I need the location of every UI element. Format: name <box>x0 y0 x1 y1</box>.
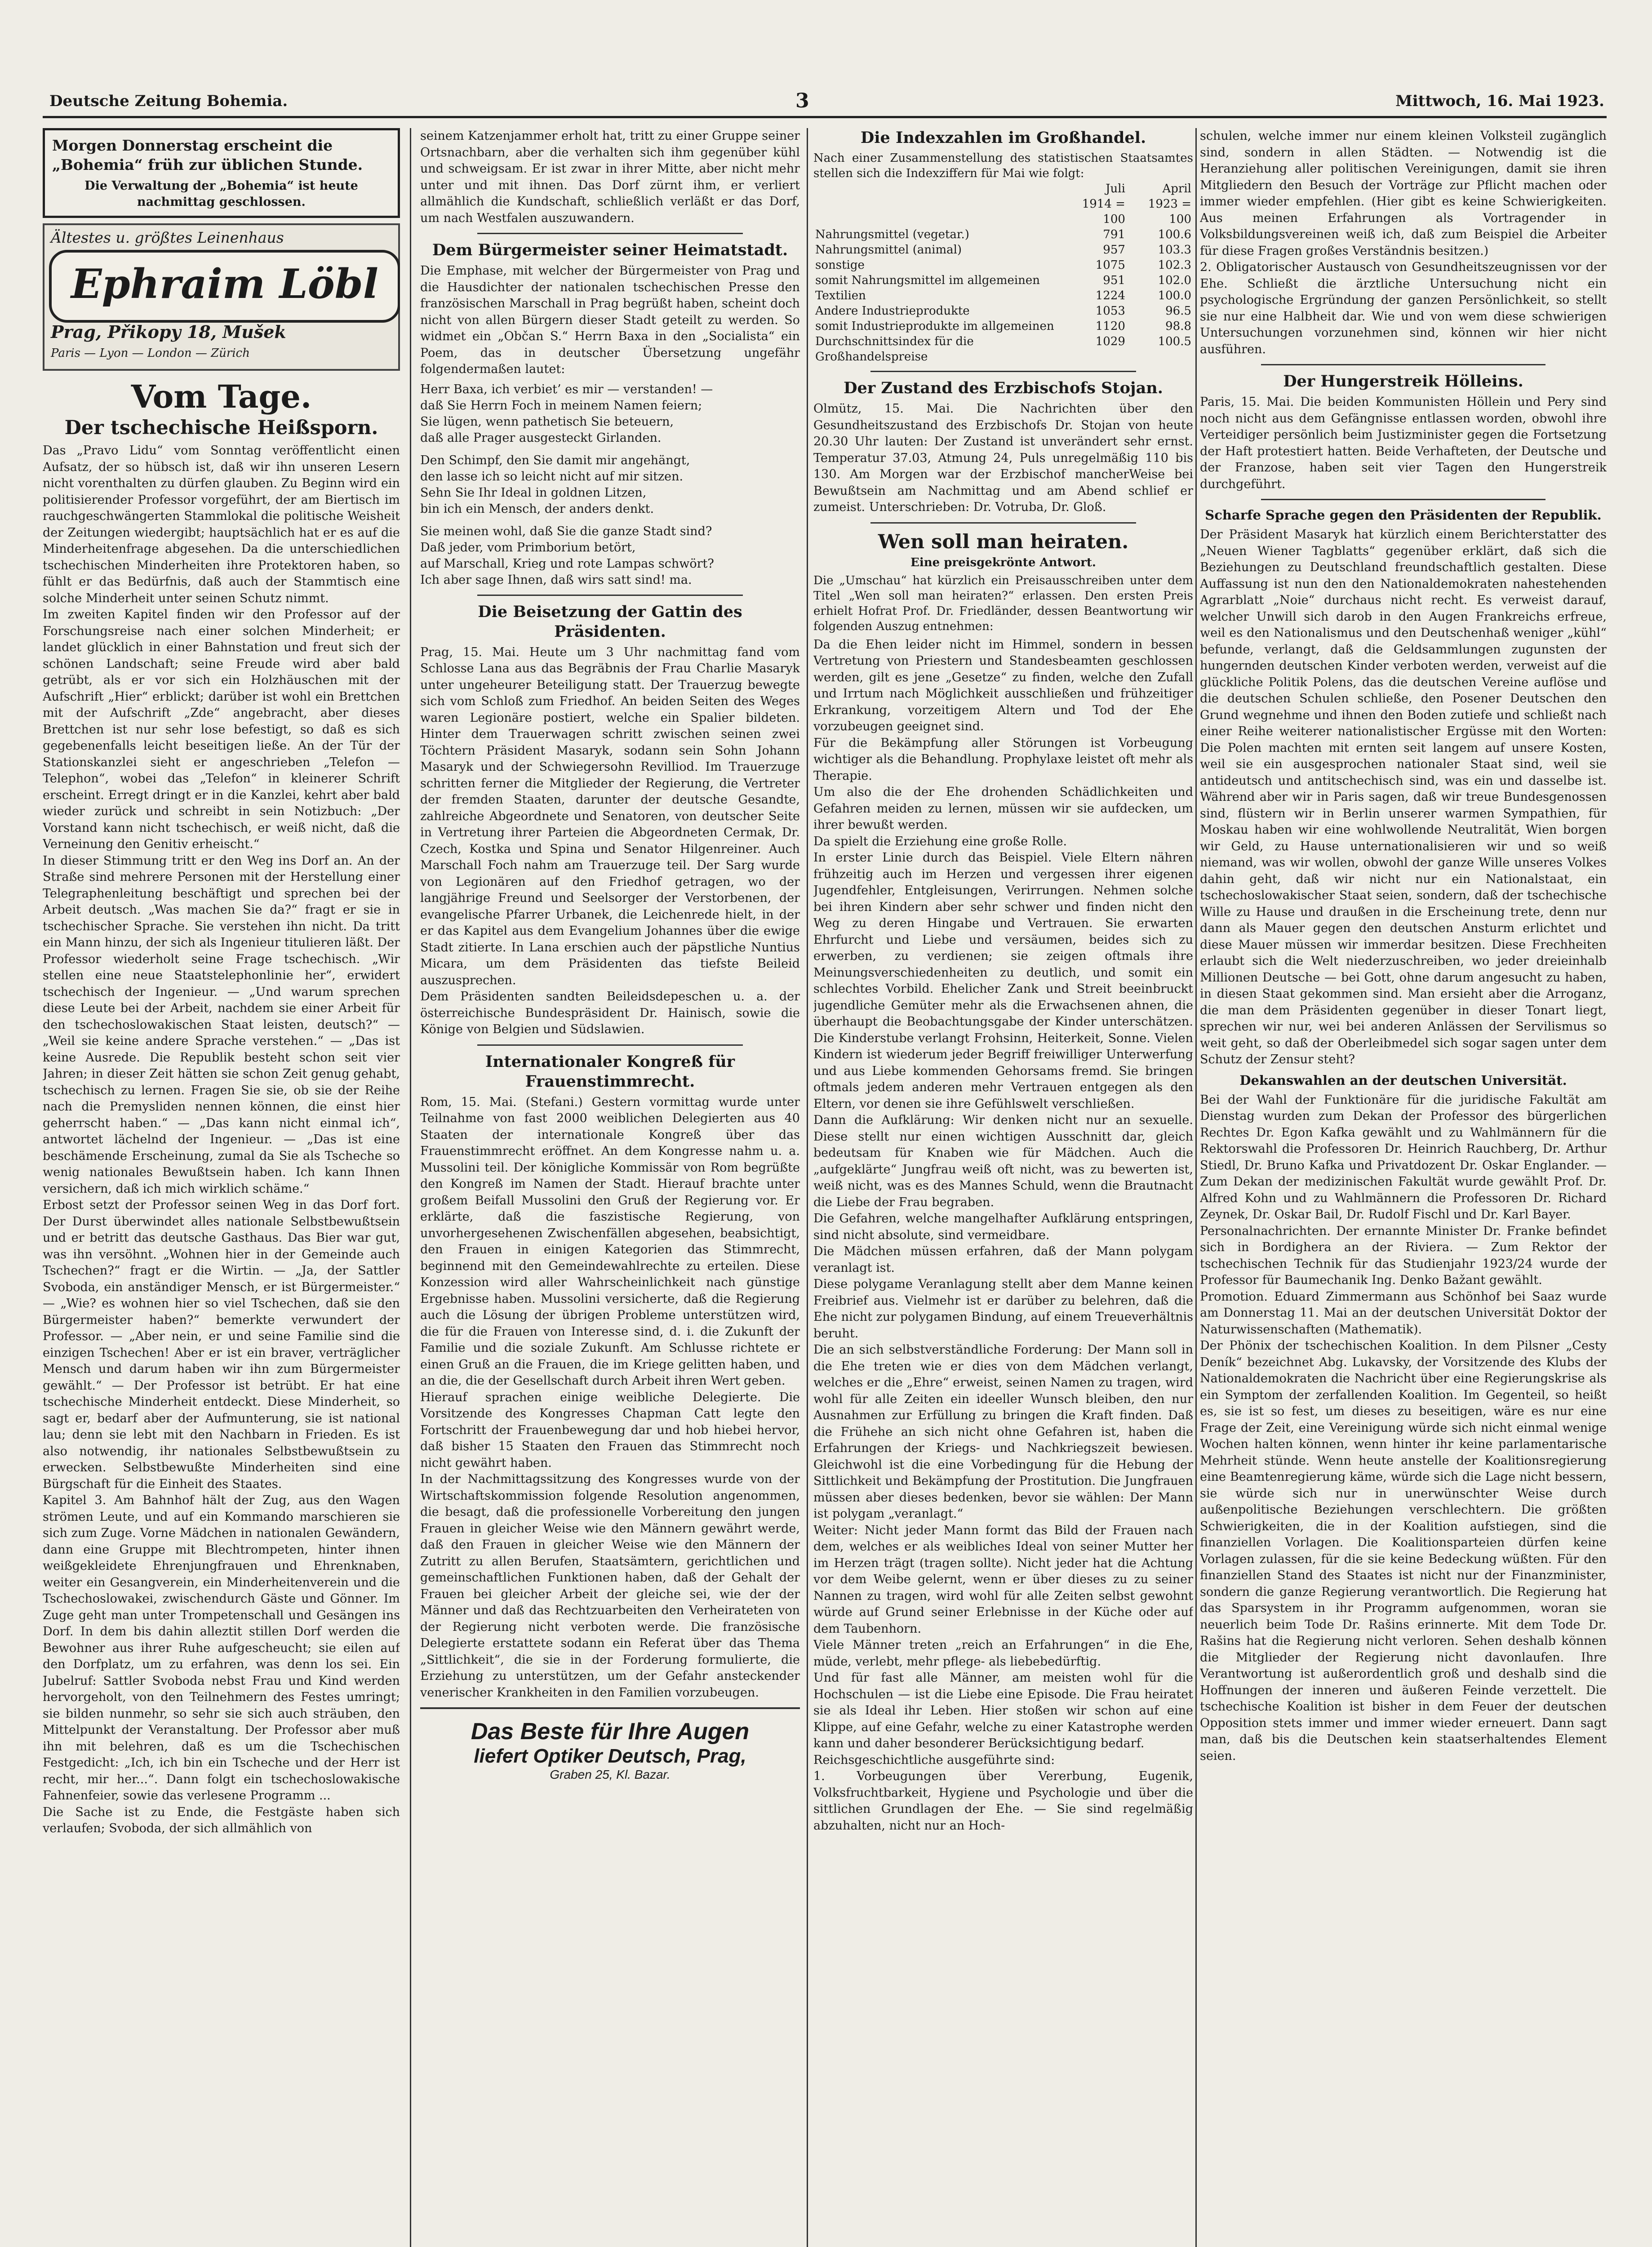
article-headline: Der tschechische Heißsporn. <box>64 417 378 439</box>
article-headline: Der Zustand des Erzbischofs Stojan. <box>844 379 1163 397</box>
ad-company: liefert Optiker Deutsch, Prag, <box>474 1745 746 1767</box>
row-label: somit Industrieprodukte im allgemeinen <box>815 320 1054 333</box>
page-number: 3 <box>795 89 809 112</box>
article-paragraph: Um also die der Ehe drohenden Schädlichkeiten und Gefahren meiden zu lernen, müssen wir sie aufdecken, um ihrer bewußt werden. <box>813 785 1193 832</box>
row-value: 957 <box>1103 243 1125 257</box>
article-paragraph: Für die Bekämpfung aller Störungen ist Vorbeugung wichtiger als die Behandlung. Prophylaxe leistet oft mehr als Therapie. <box>813 736 1193 783</box>
article-paragraph: Prag, 15. Mai. Heute um 3 Uhr nachmittag fand vom Schlosse Lana aus das Begräbnis der Frau Charlie Masaryk unter ungeheurer Beteiligung statt. Der Trauerzug bewegte sich vom Schloß zum Friedhof. An beiden Seiten des Weges waren Legionäre postiert, welche ein Spalier bildeten. Hinter dem Trauerwagen schritt zwischen seinen zwei Töchtern Präsident Masaryk, sodann sein Sohn Johann Masaryk und der Schwiegersohn Revilliod. Im Trauerzuge schritten ferner die Mitglieder der Regierung, die Vertreter der fremden Staaten, darunter der deutsche Gesandte, zahlreiche Abgeordnete und Senatoren, von deutscher Seite in Vertretung ihrer Parteien die Abgeordneten Cermak, Dr. Czech, Kostka und Spina und Senator Hilgenreiner. Auch Marschall Foch nahm am Trauerzuge teil. Der Sarg wurde von Legionären auf den Friedhof getragen, wo der langjährige Freund und Seelsorger der Verstorbenen, der evangelische Pfarrer Urbanek, die Leichenrede hielt, in der er das Kapitel aus dem Evangelium Johannes über die ewige Stadt zitierte. In Lana erschien auch der päpstliche Nuntius Micara, um dem Präsidenten das tiefste Beileid auszusprechen. <box>420 645 800 987</box>
row-value: 1075 <box>1095 258 1125 272</box>
article-headline: Die Indexzahlen im Großhandel. <box>860 129 1146 147</box>
table-row <box>813 288 1193 303</box>
row-label: Textilien <box>815 289 866 302</box>
table-row <box>813 303 1193 319</box>
row-label: Durchschnittsindex für die Großhandelspreise <box>815 335 974 364</box>
row-value: 100.5 <box>1158 335 1191 348</box>
section-title: Vom Tage. <box>131 378 312 415</box>
article-headline: Dem Bürgermeister seiner Heimatstadt. <box>432 241 788 259</box>
column-3 <box>813 128 1193 2247</box>
table-row <box>813 273 1193 288</box>
article-paragraph: Der Phönix der tschechischen Koalition. In dem Pilsner „Cesty Deník“ bezeichnet Abg. Lukavsky, der Vorsitzende des Klubs der Nationaldemokraten die Nachricht über eine Regierungskrise als ein Symptom der zerfallenden Koalition. Im Gegenteil, so heißt es, sie ist so fest, um dieses zu beseitigen, wäre es nur eine Frage der Zeit, eine Vereinigung würde sich nicht einmal wenige Wochen halten können, wenn hinter ihr keine parlamentarische Mehrheit stünde. Wenn heute anstelle der Koalitionsregierung eine Beamtenregierung käme, würde sich die Lage nicht bessern, sie würde sich nur in unerwünschter Weise durch außenpolitische Beziehungen verschlechtern. Die größten Schwierigkeiten, die in der Koalition aufstiegen, sind die finanziellen Vorlagen. Die Koalitionsparteien dürfen keine Vorlagen zulassen, für die sie keine Bedeckung wüßten. Für den finanziellen Stand des Staates ist nicht nur der Finanzminister, sondern die ganze Regierung verantwortlich. Die Regierung hat das Sparsystem in ihr Programm aufgenommen, woran sie neuerlich beim Tode Dr. Rašins erinnerte. Mit dem Tode Dr. Rašins hat die Regierung nicht verloren. Sehen deshalb können die Mitglieder der Regierung nicht davonlaufen. Ihre Verantwortung ist außerordentlich groß und deshalb sind die Hoffnungen der inneren und äußeren Feinde verzettelt. Die tschechische Koalition ist bisher in dem Feuer der deutschen Opposition stets immer und immer wieder erneuert. Dann sagt man, daß bis die Deutschen kein staatserhaltendes Element seien. <box>1200 1339 1607 1763</box>
row-value: 102.0 <box>1158 274 1191 287</box>
ad-address: Graben 25, Kl. Bazar. <box>550 1767 671 1781</box>
poem-line: daß Sie Herrn Foch in meinem Namen feiern; <box>420 398 702 413</box>
notice-body: Die Verwaltung der „Bohemia“ ist heute nachmittag geschlossen. <box>84 179 358 209</box>
column-1 <box>43 128 400 2247</box>
table-row <box>813 319 1193 334</box>
article-headline: Der Hungerstreik Hölleins. <box>1283 372 1523 391</box>
row-value: 791 <box>1103 228 1125 241</box>
article-separator <box>870 522 1137 524</box>
article-paragraph: Promotion. Eduard Zimmermann aus Schönhof bei Saaz wurde am Donnerstag 11. Mai an der deutschen Universität Doktor der Naturwissenschaften (Mathematik). <box>1200 1289 1607 1337</box>
poem-line: Sie meinen wohl, daß Sie die ganze Stadt sind? <box>420 524 712 538</box>
article-intro: Die „Umschau“ hat kürzlich ein Preisausschreiben unter dem Titel „Wen soll man heiraten?“ erlassen. Den ersten Preis erhielt Hofrat Prof. Dr. Friedländer, dessen Beantwortung wir folgenden Auszug entnehmen: <box>813 573 1193 633</box>
article-paragraph: Das „Pravo Lidu“ vom Sonntag veröffentlicht einen Aufsatz, der so hübsch ist, daß wir ihn unseren Lesern nicht vorenthalten zu dürfen glauben. Zu Beginn wird ein politisierender Professor vorgeführt, der am Biertisch im rauchgeschwängerten Stammlokal die politische Weisheit der Zeitungen wiedergibt; hauptsächlich hat er es auf die Minderheitenfrage abgesehen. Da die unterschiedlichen tschechischen Minderheiten ihre Protektoren haben, so fühlt er das Bedürfnis, daß auch der Stammtisch eine solche Minderheit unter seinen Schutz nimmt. <box>43 444 400 605</box>
column-header: 1923 = 100 <box>1148 197 1191 226</box>
notice-box <box>43 128 400 218</box>
article-paragraph: schulen, welche immer nur einem kleinen Volksteil zugänglich sind, sondern in allen Städten. — Notwendig ist die Heranziehung aller politischen Vereinigungen, damit sie ihren Mitgliedern den Besuch der Vorträge zur Pflicht machen oder immer wieder empfehlen. (Hier gibt es keine Schwierigkeiten. Aus meinen Erfahrungen als Vortragender in Volksbildungsvereinen weiß ich, daß zum Beispiel die Arbeiter für diese Fragen großes Verständnis besitzen.) <box>1200 129 1607 258</box>
article-subtitle: Eine preisgekrönte Antwort. <box>910 555 1096 569</box>
poem-line: Sehn Sie Ihr Ideal in goldnen Litzen, <box>420 485 647 500</box>
poem-line: Den Schimpf, den Sie damit mir angehängt, <box>420 453 690 467</box>
ad-address: Prag, Přikopy 18, Mušek <box>51 322 286 342</box>
article-paragraph: Nach einer Zusammenstellung des statistischen Staatsamtes stellen sich die Indexziffern für Mai wie folgt: <box>813 151 1193 180</box>
poem-line: Herr Baxa, ich verbiet’ es mir — verstanden! — <box>420 382 713 396</box>
page-header <box>49 89 1604 113</box>
poem-line: Daß jeder, vom Primborium betört, <box>420 540 636 555</box>
poem-line: den lasse ich so leicht nicht auf mir sitzen. <box>420 469 684 484</box>
table-row <box>813 242 1193 258</box>
row-value: 1224 <box>1095 289 1125 302</box>
article-paragraph: Die Mädchen müssen erfahren, daß der Mann polygam veranlagt ist. <box>813 1244 1193 1275</box>
row-value: 100.6 <box>1158 228 1191 241</box>
ad-headline: Das Beste für Ihre Augen <box>471 1719 750 1745</box>
article-paragraph: In der Nachmittagssitzung des Kongresses wurde von der Wirtschaftskommission folgende Resolution angenommen, die besagt, daß die professionelle Vorbereitung den jungen Frauen in gleicher Weise wie den Männern gewährt werde, daß den Frauen in gleicher Weise wie den Männern der Zutritt zu allen Berufen, Staatsämtern, gerichtlichen und gemeinschaftlichen Funktionen haben, daß der Gehalt der Frauen bei gleicher Arbeit der gleiche sei, wie der der Männer und daß das Rechtzuarbeiten den Verheirateten von der Regierung nicht verboten werde. Die französische Delegierte erstattete sodann ein Referat über das Thema „Sittlichkeit“, die sie in der Forderung formulierte, die Erziehung zu unterstützen, um der Gefahr ansteckender venerischer Krankheiten in den Familien vorzubeugen. <box>420 1472 800 1700</box>
table-header <box>813 196 1193 227</box>
article-paragraph: Im zweiten Kapitel finden wir den Professor auf der Forschungsreise nach einer solchen Minderheit; er landet glücklich in einer Bahnstation und freut sich der schönen Landschaft; seine Freude wird aber bald getrübt, als er vor sich ein Holzhäuschen mit der Aufschrift „Hier“ erblickt; darüber ist wohl ein Brettchen mit der Aufschrift „Zde“ angebracht, aber dieses Brettchen ist nur sehr lose befestigt, so daß es sich gegebenenfalls leicht beseitigen ließe. An der Tür der Stationskanzlei sieht er angeschrieben „Telefon — Telephon“, wobei das „Telefon“ in kleinerer Schrift erscheint. Erregt dringt er in die Kanzlei, kehrt aber bald wieder zurück und schreibt in sein Notizbuch: „Der Vorstand kann nicht tschechisch, er weiß nicht, daß die Verneinung den Genitiv erheischt.“ <box>43 608 400 851</box>
row-label: Nahrungsmittel (animal) <box>815 243 962 257</box>
ad-tagline: Ältestes u. größtes Leinenhaus <box>51 229 284 246</box>
article-paragraph: Dem Präsidenten sandten Beileidsdepeschen u. a. der österreichische Bundespräsident Dr. Hainisch, sowie die Könige von Belgien und Südslawien. <box>420 990 800 1036</box>
article-paragraph: Hierauf sprachen einige weibliche Delegierte. Die Vorsitzende des Kongresses Chapman Catt legte den Fortschritt der Frauenbewegung dar und hob hiebei hervor, daß bisher 15 Staaten den Frauen das Stimmrecht noch nicht gewährt haben. <box>420 1390 800 1470</box>
issue-date: Mittwoch, 16. Mai 1923. <box>1395 92 1604 110</box>
notice-title: Morgen Donnerstag erscheint die „Bohemia“ früh zur üblichen Stunde. <box>52 137 363 173</box>
column-header: Juli <box>1106 182 1125 195</box>
article-paragraph: Die an sich selbstverständliche Forderung: Der Mann soll in die Ehe treten wie er dies von dem Mädchen verlangt, welches er die „Ehre“ erweist, seinen Namen zu tragen, wird wohl für alle Zeiten ein ideeller Wunsch bleiben, den nur Ausnahmen zur Erfüllung zu bringen die Kraft finden. Daß die Frühehe an sich nicht ohne Gefahren ist, haben die Erfahrungen der Kriegs- und Nachkriegszeit bewiesen. Gleichwohl ist die eine Vorbedingung für die Hebung der Sittlichkeit und Bekämpfung der Prostitution. Die Jungfrauen müssen aber dieses bedenken, bevor sie wählen: Der Mann ist polygam „veranlagt.“ <box>813 1343 1193 1521</box>
index-table <box>813 181 1193 364</box>
row-value: 1053 <box>1095 304 1125 318</box>
article-paragraph: In erster Linie durch das Beispiel. Viele Eltern nähren frühzeitig auch im Herzen und vergessen ihrer eigenen Jugendfehler, Entgleisungen, Verirrungen. Nehmen solche bei ihren Kindern aber sehr schwer und finden nicht den Weg zu deren Hingabe und Vertrauen. Sie erwarten Ehrfurcht und Liebe und versäumen, beides sich zu erwerben, zu verdienen; sie zeigen oftmals ihre Meinungsverschiedenheiten zu deutlich, und somit ein schlechtes Vorbild. Ehelicher Zank und Streit beeinbruckt jugendliche Gemüter mehr als die Erwachsenen ahnen, die überhaupt die Beobachtungsgabe der Kinder unterschätzen. Die Kinderstube verlangt Frohsinn, Heiterkeit, Sonne. Vielen Kindern ist wiederum jeder Begriff freiwilliger Unterwerfung und aus Liebe kommenden Gehorsams fremd. Sie bringen oftmals jedem anderen mehr Vertrauen entgegen als den Eltern, vor denen sie ihre Gefühlswelt verschließen. <box>813 851 1193 1111</box>
article-headline: Scharfe Sprache gegen den Präsidenten der Republik. <box>1205 507 1602 523</box>
column-4 <box>1200 128 1607 2247</box>
article-separator <box>477 595 743 596</box>
article-paragraph: Weiter: Nicht jeder Mann formt das Bild der Frauen nach dem, welches er als weibliches Ideal von seiner Mutter her im Herzen trägt (tragen sollte). Nicht jeder hat die Achtung vor dem Weibe gelernt, wenn er über dieses zu zu seiner Nannen zu tragen, wird wohl für alle Zeiten selbst gewohnt würde auf Grund seiner Erlebnisse in der Küche oder auf dem Taubenhorn. <box>813 1523 1193 1636</box>
article-paragraph: Kapitel 3. Am Bahnhof hält der Zug, aus den Wagen strömen Leute, und auf ein Kommando marschieren sie sich zum Zuge. Vorne Mädchen in nationalen Gewändern, dann eine Gruppe mit Blechtrompeten, hinter ihnen weißgekleidete Ehrenjungfrauen und Ehrenknaben, weiter ein Gesangverein, ein Minderheitenverein und die Tschechoslowakei, zwischendurch Gäste und Gönner. Im Zuge geht man unter Trompetenschall und Gesängen ins Dorf. In dem bis dahin alleztit stillen Dorf werden die Bewohner aus ihrer Ruhe aufgescheucht; sie eilen auf den Dorfplatz, um zu erfahren, was denn los sei. Ein Jubelruf: Sattler Svoboda nebst Frau und Kind werden hervorgeholt, von den Teilnehmern des Festes umringt; sie bilden nunmehr, so sehr sie sich auch sträuben, den Mittelpunkt der Veranstaltung. Der Professor aber muß ihn mit belehren, daß es um die Tschechischen Festgedicht: „Ich, ich bin ein Tscheche und der Herr ist recht, mir her...“. Dann folgt ein tschechoslowakische Fahnenfeier, sowie das verlesene Programm ... <box>43 1493 400 1803</box>
article-paragraph: Die Sache ist zu Ende, die Festgäste haben sich verlaufen; Svoboda, der sich allmählich von <box>43 1805 400 1835</box>
row-label: Andere Industrieprodukte <box>815 304 970 318</box>
article-paragraph: Diese polygame Veranlagung stellt aber dem Manne keinen Freibrief aus. Vielmehr ist er darüber zu belehren, daß die Ehe nicht zur polygamen Bindung, auf einem Treueverhältnis beruht. <box>813 1277 1193 1341</box>
article-paragraph: Da die Ehen leider nicht im Himmel, sondern in bessen Vertretung von Priestern und Standesbeamten geschlossen werden, gilt es jene „Gesetze“ zu finden, welche den Zufall und Irrtum nach Möglichkeit ausschließen und frühzeitiger Erkrankung, vorzeitigem Altern und Tod der Ehe vorzubeugen geeignet sind. <box>813 637 1193 733</box>
article-paragraph: Die Emphase, mit welcher der Bürgermeister von Prag und die Hausdichter der nationalen tschechischen Presse den französischen Marschall in Prag begrüßt haben, scheint doch nicht von allen Bürgern dieser Stadt geteilt zu werden. So widmet ein „Občan S.“ Herrn Baxa in den „Socialista“ ein Poem, das in deutscher Übersetzung ungefähr folgendermaßen lautet: <box>420 264 800 376</box>
table-row <box>813 227 1193 242</box>
article-headline: Die Beisetzung der Gattin des Präsidenten. <box>478 602 742 641</box>
optician-advertisement <box>420 1707 800 1782</box>
article-separator <box>1261 364 1546 365</box>
article-paragraph: Der Präsident Masaryk hat kürzlich einem Berichterstatter des „Neuen Wiener Tagblatts“ gegenüber erklärt, daß sich die Beziehungen zu Deutschland freundschaftlich gestalten. Diese Auffassung ist nun den den Nationaldemokraten nahestehenden Agrarblatt „Noie“ durchaus nicht recht. Es verweist darauf, welcher Unwill sich darob in den Augen Frankreichs erfreue, weil es den Nationalismus und den Deutschenhaß weniger „kühl“ befunde, verlangt, daß die Geldsammlungen zugunsten der hungernden deutschen Kinder verboten werden, verweist auf die glückliche Politik Polens, das die deutschen Vereine auflöse und die deutschen Schulen schließe, den Posener Deutschen den Grund wegnehme und ihnen den Boden zutiefe und schließt nach einer Reihe weiterer nationalistischer Ergüsse mit den Worten: Die Polen machten mit ernten seit langem auf unsere Kosten, weil sie ein ausgesprochen nationaler Staat sind, weil sie antideutsch und antitschechisch sind, was ein und dasselbe ist. Während aber wir in Paris sagen, daß wir treue Bundesgenossen sind, flüstern wir in Berlin unserer warmen Sympathien, für Moskau haben wir eine wohlwollende Neutralität, Wien borgen wir Geld, zu Hause unternationalisieren wir und so weiß niemand, was wir wollen, obwohl der ganze Wille unseres Volkes dahin geht, daß wir nicht nur ein Nationalstaat, ein tschechoslowakischer Staat seien, sondern, daß der tschechische Wille zu Hause und draußen in die Erscheinung trete, denn nur dann als Mauer gegen den deutschen Ansturm erlichtet und diese Mauer müssen wir immerdar besitzen. Diese Frechheiten erlaubt sich die Welt niederzuschreiben, wo jeder dreieinhalb Millionen Deutsche — bei Gott, ohne darum angesucht zu haben, in diesen Staat gekommen sind. Man ersieht aber die Arroganz, die man dem Präsidenten gegenüber in dieser Tonart liegt, sprechen wir nur, wei bei anderen Anlässen der Servilismus so weit geht, so daß der Oberleibmedel sich sogar sagen unter dem Schutz der Zensur steht? <box>1200 528 1607 1067</box>
column-divider <box>410 128 411 2247</box>
row-value: 100.0 <box>1158 289 1191 302</box>
article-paragraph: Und für fast alle Männer, am meisten wohl für die Hochschulen — ist die Liebe eine Episode. Die Frau heiratet sie als Ideal ihr Leben. Hier stoßen wir schon auf eine Klippe, auf eine Gefahr, welche zu einer Katastrophe werden kann und daher besonderer Berücksichtigung bedarf. <box>813 1671 1193 1750</box>
column-header: April <box>1162 182 1191 195</box>
row-value: 98.8 <box>1165 320 1191 333</box>
article-paragraph: Die Gefahren, welche mangelhafter Aufklärung entspringen, sind nicht absolute, sind vermeidbare. <box>813 1212 1193 1242</box>
ad-branches: Paris — Lyon — London — Zürich <box>51 346 250 360</box>
article-paragraph: Bei der Wahl der Funktionäre für die juridische Fakultät am Dienstag wurden zum Dekan der Professor des bürgerlichen Rechtes Dr. Egon Kafka gewählt und zu Wahlmännern für die Rektorswahl die Professoren Dr. Heinrich Rauchberg, Dr. Arthur Stiedl, Dr. Bruno Kafka und Privatdozent Dr. Oskar Englander. — Zum Dekan der medizinischen Fakultät wurde gewählt Prof. Dr. Alfred Kohn und zu Wahlmännern die Professoren Dr. Richard Zeynek, Dr. Oskar Bail, Dr. Rudolf Fischl und Dr. Karl Bayer. <box>1200 1092 1607 1222</box>
article-paragraph: Dann die Aufklärung: Wir denken nicht nur an sexuelle. Diese stellt nur einen wichtigen Ausschnitt dar, gleich bedeutsam für Knaben wie für Mädchen. Auch die „aufgeklärte“ Jungfrau weiß oft nicht, was zu bewerten ist, weiß nicht, was es des Mannes Schuld, wenn die Brautnacht die Liebe der Frau begraben. <box>813 1113 1193 1209</box>
header-rule <box>43 116 1607 118</box>
row-label: sonstige <box>815 258 865 272</box>
article-paragraph: Rom, 15. Mai. (Stefani.) Gestern vormittag wurde unter Teilnahme von fast 2000 weiblichen Delegierten aus 40 Staaten der internationale Kongreß über das Frauenstimmrecht eröffnet. An dem Kongresse nahm u. a. Mussolini teil. Der königliche Kommissär von Rom begrüßte den Kongreß im Namen der Stadt. Hierauf brachte unter großem Beifall Mussolini den Gruß der Regierung vor. Er erklärte, daß die faszistische Regierung, von unvorhergesehenen Zwischenfällen abgesehen, beabsichtigt, den Frauen in einigen Kategorien das Stimmrecht, beginnend mit den Gemeindewahlrechte zu erteilen. Diese Konzession wird aller Wahrscheinlichkeit nach günstige Ergebnisse haben. Mussolini versicherte, daß die Regierung auch die Lösung der übrigen Probleme unterstützen wird, die für die Frauen von Interesse sind, d. i. die Zukunft der Familie und die soziale Zukunft. Am Schlusse richtete er einen Gruß an die Frauen, die im Kriege gelitten haben, und an die, die der Gesellschaft durch Arbeit ihren Wert geben. <box>420 1095 800 1388</box>
article-separator <box>477 233 743 234</box>
row-value: 96.5 <box>1165 304 1191 318</box>
article-paragraph: Reichsgeschichtliche ausgeführte sind: <box>813 1753 1055 1767</box>
article-paragraph: Da spielt die Erziehung eine große Rolle. <box>813 834 1067 848</box>
poem-line: bin ich ein Mensch, der anders denkt. <box>420 502 654 516</box>
row-label: Nahrungsmittel (vegetar.) <box>815 228 969 241</box>
poem-stanza-break <box>420 446 800 453</box>
row-value: 951 <box>1103 274 1125 287</box>
column-2 <box>420 128 800 2247</box>
ad-brand-name: Ephraim Löbl <box>49 250 400 323</box>
article-paragraph: In dieser Stimmung tritt er den Weg ins Dorf an. An der Straße sind mehrere Personen mit der Herstellung einer Telegraphenleitung beschäftigt und sprechen bei der Arbeit deutsch. „Was machen Sie da?“ fragt er sie in tschechischer Sprache. Sie verstehen ihn nicht. Da tritt ein Mann hinzu, der sich als Ingenieur titulieren läßt. Der Professor wiederholt seine Frage tschechisch. „Wir stellen eine neue Staatstelephonlinie her“, erwidert tschechisch der Ingenieur. — „Und warum sprechen diese Leute bei der Arbeit, nachdem sie einer Arbeit für den tschechoslowakischen Staat leisten, deutsch?“ — „Weil sie keine andere Sprache verstehen.“ — „Das ist keine Ausrede. Die Republik besteht schon seit vier Jahren; in dieser Zeit hätten sie schon Zeit genug gehabt, tschechisch zu lernen. Fragen Sie sie, ob sie der Reihe nach die Premysliden nennen können, die einst hier geherrscht haben.“ — „Das kann nicht einmal ich“, antwortet lächelnd der Ingenieur. — „Das ist eine beschämende Erscheinung, zumal da Sie als Tscheche so wenig nationales Bewußtsein haben. Ich kann Ihnen versichern, daß ich mich wirklich schäme.“ <box>43 853 400 1196</box>
article-headline: Internationaler Kongreß für Frauenstimmrecht. <box>485 1052 735 1091</box>
column-divider <box>1195 128 1197 2247</box>
poem-line: Ich aber sage Ihnen, daß wirs satt sind! ma. <box>420 573 692 587</box>
article-headline: Wen soll man heiraten. <box>878 530 1129 553</box>
article-paragraph: seinem Katzenjammer erholt hat, tritt zu einer Gruppe seiner Ortsnachbarn, aber die verhalten sich ihm gegenüber kühl und schweigsam. Er ist zwar in ihrer Mitte, aber nicht mehr unter und mit ihnen. Das Dorf zürnt ihm, er verliert allmählich die Kundschaft, schließlich verläßt er das Dorf, um nach Westfalen auszuwandern. <box>420 129 800 225</box>
article-paragraph: 2. Obligatorischer Austausch von Gesundheitszeugnissen vor der Ehe. Schließt die ärztliche Untersuchung nicht ein psychologische Ergründung der ganzen Persönlichkeit, so stellt sie nur eine Halbheit dar. Wie und von wem diese schwierigen Untersuchungen vorzunehmen sind, können wir hier nicht ausführen. <box>1200 260 1607 356</box>
column-divider <box>807 128 808 2247</box>
newspaper-name: Deutsche Zeitung Bohemia. <box>49 92 288 110</box>
article-paragraph: Olmütz, 15. Mai. Die Nachrichten über den Gesundheitszustand des Erzbischofs Dr. Stojan von heute 20.30 Uhr lauten: Der Zustand ist unverändert sehr ernst. Temperatur 37.03, Atmung 24, Puls unregelmäßig 110 bis 130. Am Morgen war der Erzbischof mancherWeise bei Bewußtsein am Nachmittag und am Abend schlief er zumeist. Unterschrieben: Dr. Votruba, Dr. Gloß. <box>813 402 1193 514</box>
row-label: somit Nahrungsmittel im allgemeinen <box>815 274 1040 287</box>
article-separator <box>1261 499 1546 500</box>
linen-house-advertisement <box>43 223 400 371</box>
poem-stanza-break <box>420 517 800 524</box>
poem-line: daß alle Prager ausgesteckt Girlanden. <box>420 431 662 445</box>
poem <box>420 382 800 588</box>
article-separator <box>870 371 1137 372</box>
row-value: 102.3 <box>1158 258 1191 272</box>
row-value: 1120 <box>1095 320 1125 333</box>
article-headline: Dekanswahlen an der deutschen Universität. <box>1239 1072 1567 1088</box>
row-value: 1029 <box>1095 335 1125 348</box>
poem-line: Sie lügen, wenn pathetisch Sie beteuern, <box>420 414 674 429</box>
table-row <box>813 334 1193 364</box>
poem-line: auf Marschall, Krieg und rote Lampas schwört? <box>420 556 714 571</box>
row-value: 103.3 <box>1158 243 1191 257</box>
table-row <box>813 258 1193 273</box>
article-paragraph: Personalnachrichten. Der ernannte Minister Dr. Franke befindet sich in Bordighera an der Riviera. — Zum Rektor der tschechischen Technik für das Studienjahr 1923/24 wurde der Professor für Baumechanik Ing. Denko Bažant gewählt. <box>1200 1224 1607 1288</box>
table-header <box>813 181 1193 196</box>
article-paragraph: 1. Vorbeugungen über Vererbung, Eugenik, Volksfruchtbarkeit, Hygiene und Psychologie und über die sittlichen Grundlagen der Ehe. — Sie sind regelmäßig abzuhalten, nicht nur an Hoch- <box>813 1769 1193 1833</box>
article-paragraph: Viele Männer treten „reich an Erfahrungen“ in die Ehe, müde, verlebt, mehr pflege- als liebebedürftig. <box>813 1638 1193 1669</box>
article-paragraph: Erbost setzt der Professor seinen Weg in das Dorf fort. Der Durst überwindet alles nationale Selbstbewußtsein und er betritt das deutsche Gasthaus. Das Bier war gut, was ihn versöhnt. „Wohnen hier in der Gemeinde auch Tschechen?“ fragt er die Wirtin. — „Ja, der Sattler Svoboda, ein anständiger Mensch, er ist Bürgermeister.“ — „Wie? es wohnen hier so viel Tschechen, daß sie den Bürgermeister haben?“ bemerkte verwundert der Professor. — „Aber nein, er und seine Familie sind die einzigen Tschechen! Aber er ist ein braver, verträglicher Mensch und darum haben wir ihn zum Bürgermeister gewählt.“ — Der Professor ist betrübt. Er hat eine tschechische Minderheit entdeckt. Diese Minderheit, so sagt er, bedarf aber der Aufmunterung, sie ist national lau; denn sie lebt mit den Nachbarn in Frieden. Es ist also notwendig, ihr nationales Selbstbewußtsein zu erwecken. Selbstbewußte Minderheiten sind eine Bürgschaft für die Einheit des Staates. <box>43 1198 400 1491</box>
article-paragraph: Paris, 15. Mai. Die beiden Kommunisten Höllein und Pery sind noch nicht aus dem Gefängnisse entlassen worden, obwohl ihre Verteidiger persönlich beim Justizminister gegen die Fortsetzung der Haft protestiert hatten. Beide Verhafteten, der Deutsche und der Franzose, haben seit vier Tagen den Hungerstreik durchgeführt. <box>1200 395 1607 491</box>
article-separator <box>477 1044 743 1046</box>
column-header: 1914 = 100 <box>1082 197 1125 226</box>
